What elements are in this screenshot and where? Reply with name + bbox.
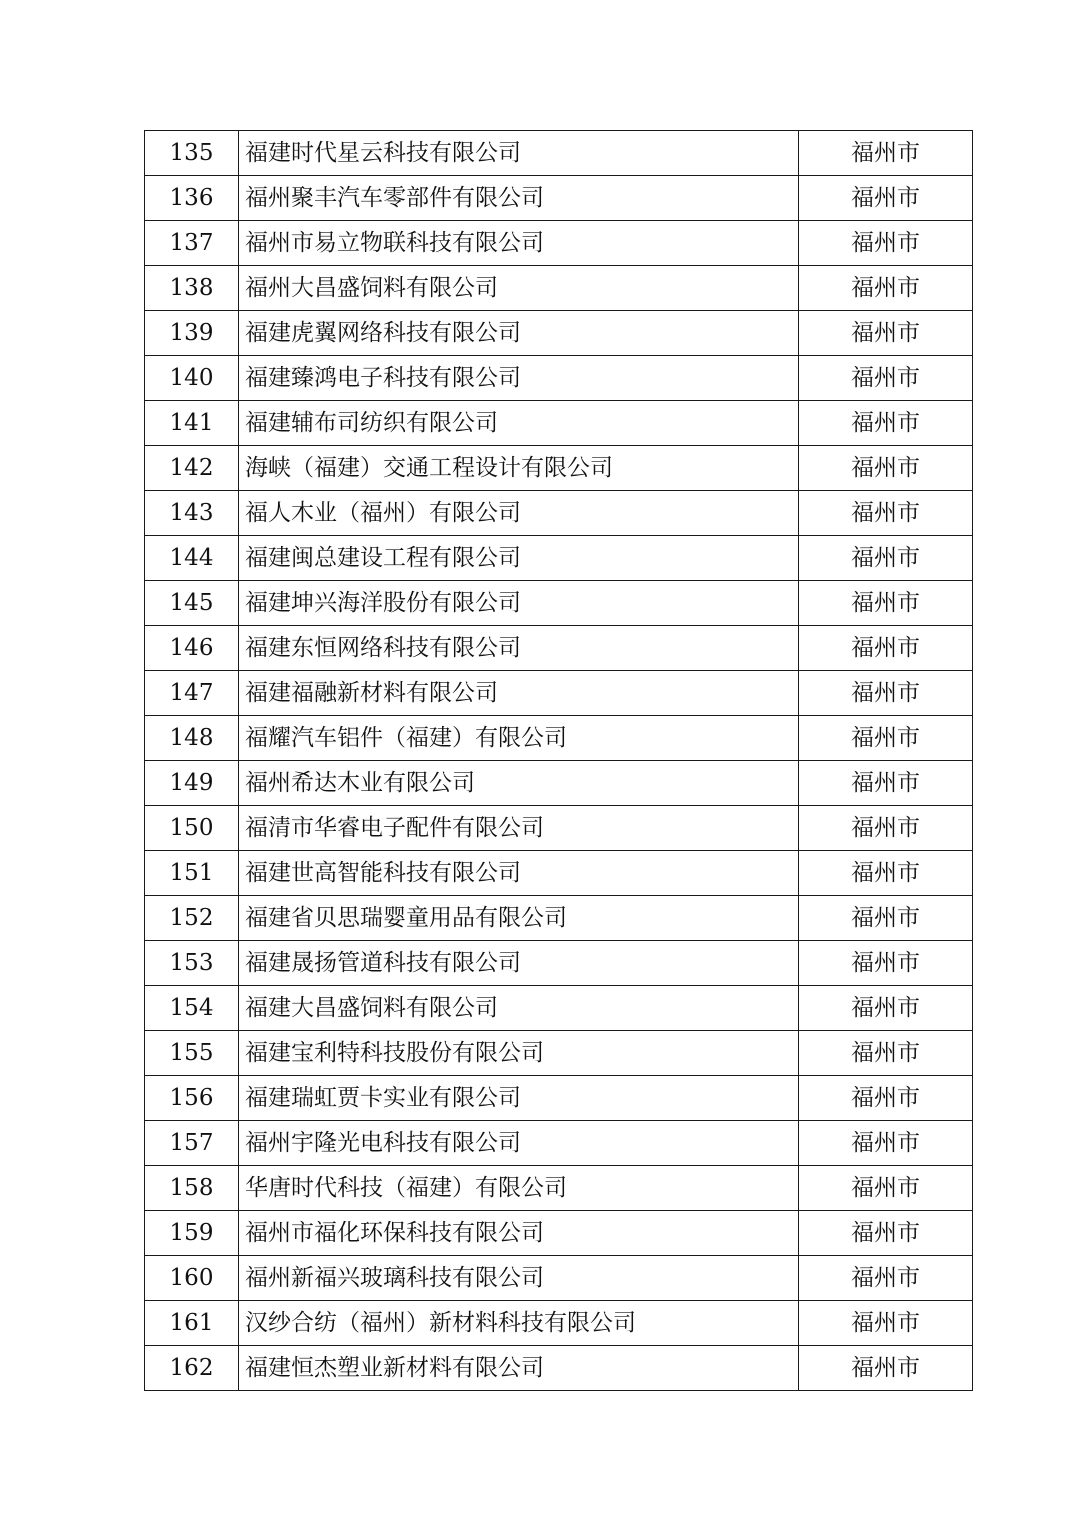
city-cell: 福州市 [799, 1301, 973, 1346]
company-name-cell: 福州希达木业有限公司 [239, 761, 799, 806]
company-name-cell: 福州聚丰汽车零部件有限公司 [239, 176, 799, 221]
city-cell: 福州市 [799, 896, 973, 941]
table-row [145, 176, 973, 221]
city-cell: 福州市 [799, 536, 973, 581]
row-number-cell: 135 [145, 131, 239, 176]
table-row [145, 1211, 973, 1256]
row-number-cell: 146 [145, 626, 239, 671]
city-cell: 福州市 [799, 671, 973, 716]
row-number-cell: 145 [145, 581, 239, 626]
row-number-cell: 143 [145, 491, 239, 536]
company-name-cell: 福建恒杰塑业新材料有限公司 [239, 1346, 799, 1391]
city-cell: 福州市 [799, 491, 973, 536]
company-name-cell: 福建时代星云科技有限公司 [239, 131, 799, 176]
company-name-cell: 福建世高智能科技有限公司 [239, 851, 799, 896]
company-name-cell: 汉纱合纺（福州）新材料科技有限公司 [239, 1301, 799, 1346]
company-name-cell: 福建瑞虹贾卡实业有限公司 [239, 1076, 799, 1121]
company-name-cell: 福建辅布司纺织有限公司 [239, 401, 799, 446]
row-number-cell: 160 [145, 1256, 239, 1301]
company-name-cell: 福建大昌盛饲料有限公司 [239, 986, 799, 1031]
row-number-cell: 155 [145, 1031, 239, 1076]
company-name-cell: 海峡（福建）交通工程设计有限公司 [239, 446, 799, 491]
city-cell: 福州市 [799, 581, 973, 626]
row-number-cell: 153 [145, 941, 239, 986]
table-row [145, 761, 973, 806]
row-number-cell: 141 [145, 401, 239, 446]
company-list-table [144, 130, 973, 1391]
table-body [145, 131, 973, 1391]
table-row [145, 896, 973, 941]
company-name-cell: 福耀汽车铝件（福建）有限公司 [239, 716, 799, 761]
table-row [145, 1346, 973, 1391]
city-cell: 福州市 [799, 131, 973, 176]
city-cell: 福州市 [799, 1256, 973, 1301]
table-row [145, 401, 973, 446]
row-number-cell: 154 [145, 986, 239, 1031]
row-number-cell: 157 [145, 1121, 239, 1166]
company-name-cell: 福建福融新材料有限公司 [239, 671, 799, 716]
company-name-cell: 福建闽总建设工程有限公司 [239, 536, 799, 581]
company-name-cell: 福州市易立物联科技有限公司 [239, 221, 799, 266]
row-number-cell: 159 [145, 1211, 239, 1256]
company-name-cell: 福建宝利特科技股份有限公司 [239, 1031, 799, 1076]
city-cell: 福州市 [799, 1211, 973, 1256]
table-row [145, 626, 973, 671]
row-number-cell: 139 [145, 311, 239, 356]
row-number-cell: 142 [145, 446, 239, 491]
table-row [145, 1121, 973, 1166]
city-cell: 福州市 [799, 221, 973, 266]
table-row [145, 131, 973, 176]
city-cell: 福州市 [799, 1346, 973, 1391]
row-number-cell: 151 [145, 851, 239, 896]
table-row [145, 311, 973, 356]
table-row [145, 1166, 973, 1211]
company-name-cell: 福建晟扬管道科技有限公司 [239, 941, 799, 986]
city-cell: 福州市 [799, 401, 973, 446]
company-name-cell: 福州市福化环保科技有限公司 [239, 1211, 799, 1256]
table-row [145, 356, 973, 401]
row-number-cell: 152 [145, 896, 239, 941]
row-number-cell: 138 [145, 266, 239, 311]
table-row [145, 581, 973, 626]
table-row [145, 806, 973, 851]
city-cell: 福州市 [799, 1166, 973, 1211]
row-number-cell: 149 [145, 761, 239, 806]
city-cell: 福州市 [799, 941, 973, 986]
company-name-cell: 福州宇隆光电科技有限公司 [239, 1121, 799, 1166]
table-row [145, 266, 973, 311]
city-cell: 福州市 [799, 311, 973, 356]
row-number-cell: 150 [145, 806, 239, 851]
company-name-cell: 福州大昌盛饲料有限公司 [239, 266, 799, 311]
table-row [145, 1256, 973, 1301]
row-number-cell: 162 [145, 1346, 239, 1391]
row-number-cell: 140 [145, 356, 239, 401]
table-row [145, 1301, 973, 1346]
company-name-cell: 福人木业（福州）有限公司 [239, 491, 799, 536]
row-number-cell: 156 [145, 1076, 239, 1121]
city-cell: 福州市 [799, 851, 973, 896]
city-cell: 福州市 [799, 716, 973, 761]
city-cell: 福州市 [799, 176, 973, 221]
table-row [145, 716, 973, 761]
company-name-cell: 福建省贝思瑞婴童用品有限公司 [239, 896, 799, 941]
table-row [145, 1031, 973, 1076]
city-cell: 福州市 [799, 356, 973, 401]
table-row [145, 536, 973, 581]
company-name-cell: 福州新福兴玻璃科技有限公司 [239, 1256, 799, 1301]
company-name-cell: 福建坤兴海洋股份有限公司 [239, 581, 799, 626]
table-row [145, 491, 973, 536]
table-row [145, 941, 973, 986]
row-number-cell: 147 [145, 671, 239, 716]
company-name-cell: 福建臻鸿电子科技有限公司 [239, 356, 799, 401]
row-number-cell: 158 [145, 1166, 239, 1211]
city-cell: 福州市 [799, 1076, 973, 1121]
city-cell: 福州市 [799, 1031, 973, 1076]
city-cell: 福州市 [799, 806, 973, 851]
table-row [145, 986, 973, 1031]
city-cell: 福州市 [799, 1121, 973, 1166]
table-row [145, 671, 973, 716]
company-name-cell: 华唐时代科技（福建）有限公司 [239, 1166, 799, 1211]
table-row [145, 851, 973, 896]
city-cell: 福州市 [799, 626, 973, 671]
table-row [145, 446, 973, 491]
row-number-cell: 161 [145, 1301, 239, 1346]
table-row [145, 221, 973, 266]
company-name-cell: 福清市华睿电子配件有限公司 [239, 806, 799, 851]
table-row [145, 1076, 973, 1121]
row-number-cell: 137 [145, 221, 239, 266]
city-cell: 福州市 [799, 761, 973, 806]
row-number-cell: 136 [145, 176, 239, 221]
row-number-cell: 144 [145, 536, 239, 581]
company-name-cell: 福建虎翼网络科技有限公司 [239, 311, 799, 356]
city-cell: 福州市 [799, 986, 973, 1031]
company-name-cell: 福建东恒网络科技有限公司 [239, 626, 799, 671]
row-number-cell: 148 [145, 716, 239, 761]
city-cell: 福州市 [799, 266, 973, 311]
city-cell: 福州市 [799, 446, 973, 491]
